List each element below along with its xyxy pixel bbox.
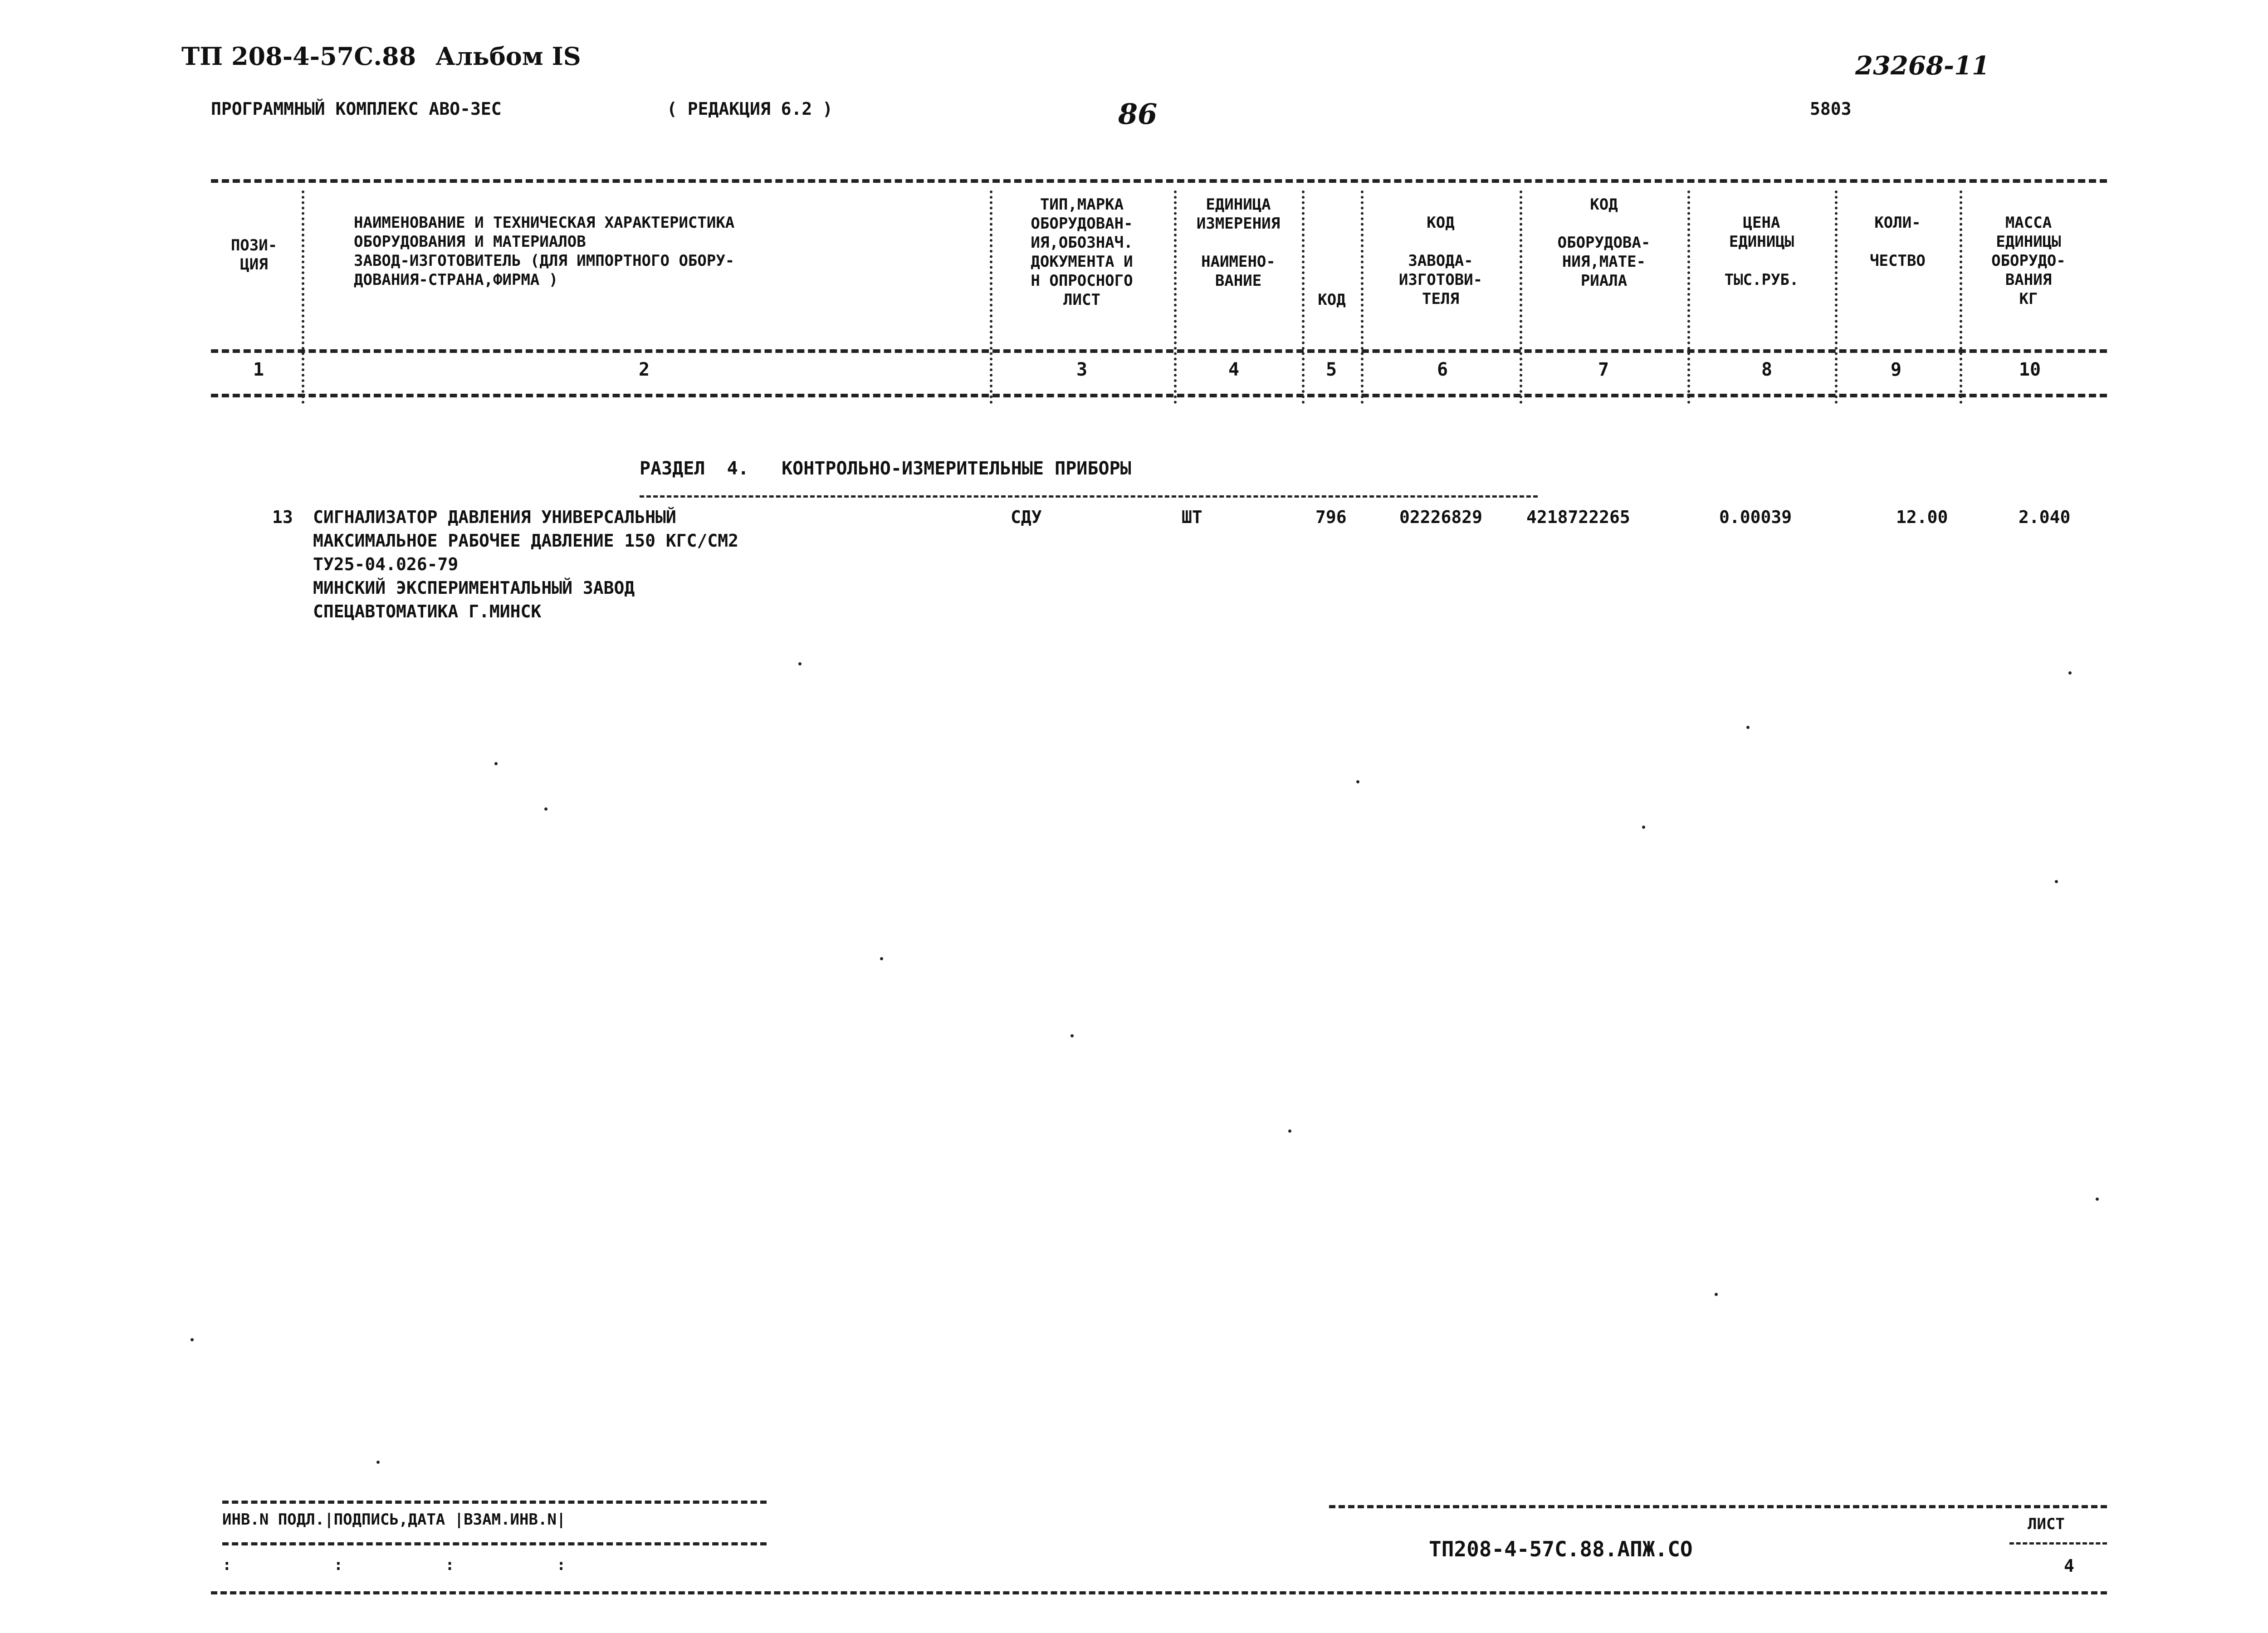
document-code: ТП208-4-57С.88.АПЖ.СО [1429,1537,1693,1561]
scan-speck [880,957,883,960]
section-underline [640,495,1538,498]
project-code: ТП 208-4-57С.88 [181,42,416,71]
scan-speck [191,1338,194,1341]
sheet-number: 4 [2064,1556,2074,1576]
edition-label: ( РЕДАКЦИЯ 6.2 ) [667,99,833,119]
column-number: 8 [1761,359,1773,380]
column-header-unit: ЕДИНИЦА ИЗМЕРЕНИЯ НАИМЕНО- ВАНИЕ [1196,196,1281,290]
table-top-rule [211,179,2107,183]
item-name-line: МИНСКИЙ ЭКСПЕРИМЕНТАЛЬНЫЙ ЗАВОД [313,578,635,598]
stamp-right-top-rule [1329,1505,2107,1508]
stamp-left-header: ИНВ.N ПОДЛ.|ПОДПИСЬ,ДАТА |ВЗАМ.ИНВ.N| [222,1511,566,1529]
scan-speck [494,762,498,765]
scan-speck [1715,1293,1718,1296]
column-header-name: НАИМЕНОВАНИЕ И ТЕХНИЧЕСКАЯ ХАРАКТЕРИСТИКА ОБОРУДОВАНИЯ И МАТЕРИАЛОВ ЗАВОД-ИЗГОТОВИТЕЛЬ (ДЛЯ ИМПОРТНОГО ОБОРУ- ДОВАНИЯ-СТРАНА,ФИРМА ) [354,214,735,289]
page-number: 86 [1118,98,1158,131]
column-number: 3 [1076,359,1088,380]
column-header-factory-code: КОД ЗАВОДА- ИЗГОТОВИ- ТЕЛЯ [1398,214,1483,308]
item-unit-name: ШТ [1182,507,1202,527]
scan-speck [2068,671,2072,675]
column-number: 4 [1228,359,1240,380]
item-name-line: МАКСИМАЛЬНОЕ РАБОЧЕЕ ДАВЛЕНИЕ 150 КГС/СМ2 [313,531,738,551]
column-number: 1 [253,359,264,380]
section-title: РАЗДЕЛ 4. КОНТРОЛЬНО-ИЗМЕРИТЕЛЬНЫЕ ПРИБОРЫ [640,458,1131,479]
column-number: 5 [1325,359,1337,380]
scan-speck [1288,1129,1291,1133]
column-header-unit-code: КОД [1318,291,1346,309]
item-equipment-code: 4218722265 [1526,507,1630,527]
column-number: 7 [1598,359,1609,380]
page-bottom-rule [211,1591,2107,1594]
column-header-quantity: КОЛИ- ЧЕСТВО [1870,214,1926,270]
sheet-label-rule [2009,1542,2107,1545]
column-header-position: ПОЗИ- ЦИЯ [230,236,278,274]
numbers-bottom-rule [211,394,2107,397]
column-header-type: ТИП,МАРКА ОБОРУДОВАН- ИЯ,ОБОЗНАЧ. ДОКУМЕНТА И Н ОПРОСНОГО ЛИСТ [1031,196,1133,309]
column-divider [302,191,304,404]
column-number: 6 [1437,359,1448,380]
stamp-left-mid-rule [222,1542,767,1545]
item-quantity: 12.00 [1896,507,1948,527]
column-number: 10 [2019,359,2041,380]
column-header-mass: МАССА ЕДИНИЦЫ ОБОРУДО- ВАНИЯ КГ [1991,214,2066,308]
scan-speck [798,662,802,665]
handwritten-number: 23268-11 [1855,51,1989,81]
sheet-label: ЛИСТ [2028,1515,2065,1533]
scan-speck [1356,780,1359,783]
program-name: ПРОГРАММНЫЙ КОМПЛЕКС АВО-ЗЕС [211,99,502,119]
column-number: 9 [1890,359,1902,380]
stamp-left-cells: : : : : [222,1556,566,1574]
scan-speck [1642,826,1645,829]
item-factory-code: 02226829 [1399,507,1483,527]
stamp-left-top-rule [222,1501,767,1504]
scan-speck [376,1461,380,1464]
column-header-equipment-code: КОД ОБОРУДОВА- НИЯ,МАТЕ- РИАЛА [1557,196,1651,290]
column-number: 2 [638,359,650,380]
sheet-code: 5803 [1810,99,1852,119]
scan-speck [2055,880,2058,883]
header-bottom-rule [211,349,2107,353]
item-unit-code: 796 [1315,507,1347,527]
item-name-line: ТУ25-04.026-79 [313,554,459,574]
item-name-line: СПЕЦАВТОМАТИКА Г.МИНСК [313,601,542,621]
scan-speck [544,807,547,811]
item-type: СДУ [1011,507,1042,527]
scan-speck [1746,726,1750,729]
item-mass: 2.040 [2019,507,2071,527]
scan-speck [2096,1198,2099,1201]
item-position: 13 [272,507,293,527]
column-header-price: ЦЕНА ЕДИНИЦЫ ТЫС.РУБ. [1724,214,1799,289]
item-price: 0.00039 [1719,507,1792,527]
album-label: Альбом IS [435,42,581,71]
scan-speck [1070,1034,1074,1037]
item-name-line: СИГНАЛИЗАТОР ДАВЛЕНИЯ УНИВЕРСАЛЬНЫЙ [313,507,676,527]
